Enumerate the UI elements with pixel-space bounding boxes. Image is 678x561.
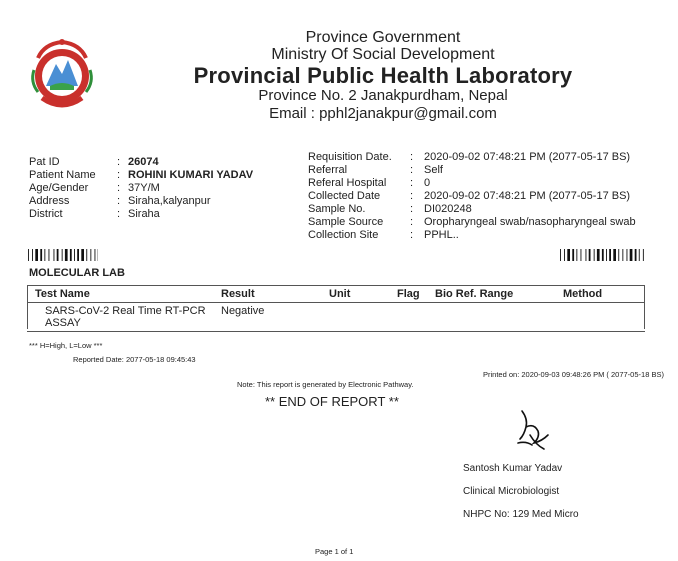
signatory-nhpc: NHPC No: 129 Med Micro [463, 509, 579, 520]
flag-legend: *** H=High, L=Low *** [29, 341, 103, 350]
colon: : [410, 203, 414, 215]
flag-cell [393, 303, 431, 332]
section-title: MOLECULAR LAB [29, 267, 125, 279]
colon: : [117, 156, 121, 168]
collected-date-value: 2020-09-02 07:48:21 PM (2077-05-17 BS) [424, 190, 631, 202]
age-gender-label: Age/Gender [29, 182, 89, 194]
barcode-right [560, 249, 645, 261]
header-email: Email : pphl2janakpur@gmail.com [269, 105, 497, 122]
colon: : [117, 182, 121, 194]
col-unit: Unit [325, 286, 393, 303]
sample-source-label: Sample Source [308, 216, 384, 228]
collected-date-label: Collected Date [308, 190, 381, 202]
referral-label: Referral [308, 164, 348, 176]
requisition-date-label: Requisition Date. [308, 151, 392, 163]
header-lab-name: Provincial Public Health Laboratory [193, 63, 573, 88]
colon: : [410, 164, 414, 176]
pat-id-value: 26074 [128, 156, 159, 168]
signatory-name: Santosh Kumar Yadav [463, 463, 563, 474]
signature-image [508, 405, 558, 453]
collection-site-value: PPHL.. [424, 229, 459, 241]
test-name-cell [27, 303, 217, 332]
col-method: Method [559, 286, 645, 303]
sample-no-value: DI020248 [424, 203, 472, 215]
colon: : [410, 177, 414, 189]
pat-id-label: Pat ID [29, 156, 60, 168]
col-flag: Flag [393, 286, 431, 303]
col-test-name: Test Name [27, 286, 217, 303]
test-name-line2: ASSAY [45, 317, 81, 329]
col-bio-ref-range: Bio Ref. Range [431, 286, 559, 303]
electronic-note: Note: This report is generated by Electronic Pathway. [237, 380, 414, 389]
district-value: Siraha [128, 208, 160, 220]
end-of-report: ** END OF REPORT ** [265, 394, 399, 409]
age-gender-value: 37Y/M [128, 182, 160, 194]
range-cell [431, 303, 559, 332]
patient-name-value: ROHINI KUMARI YADAV [128, 169, 254, 181]
collection-site-label: Collection Site [308, 229, 379, 241]
page-number: Page 1 of 1 [315, 547, 354, 556]
patient-name-label: Patient Name [29, 169, 96, 181]
result-cell: Negative [217, 303, 325, 332]
colon: : [410, 216, 414, 228]
referral-value: Self [424, 164, 443, 176]
header-province: Province Government [305, 29, 461, 46]
requisition-date-value: 2020-09-02 07:48:21 PM (2077-05-17 BS) [424, 151, 631, 163]
colon: : [410, 229, 414, 241]
reported-date: Reported Date: 2077-05-18 09:45:43 [73, 355, 196, 364]
header-address: Province No. 2 Janakpurdham, Nepal [258, 87, 508, 104]
table-row [27, 303, 645, 332]
sample-no-label: Sample No. [308, 203, 366, 215]
referal-hospital-label: Referal Hospital [308, 177, 387, 189]
results-table [27, 285, 645, 332]
colon: : [410, 151, 414, 163]
table-header-row [27, 286, 645, 303]
sample-source-value: Oropharyngeal swab/nasopharyngeal swab [424, 216, 636, 228]
address-value: Siraha,kalyanpur [128, 195, 211, 207]
unit-cell [325, 303, 393, 332]
referal-hospital-value: 0 [424, 177, 431, 189]
district-label: District [29, 208, 63, 220]
col-result: Result [217, 286, 325, 303]
colon: : [117, 169, 121, 181]
signatory-title: Clinical Microbiologist [463, 486, 560, 497]
test-name-line1: SARS-CoV-2 Real Time RT-PCR [45, 305, 206, 317]
printed-on: Printed on: 2020-09-03 09:48:26 PM ( 2077-05-18 BS) [483, 370, 664, 379]
colon: : [117, 195, 121, 207]
method-cell [559, 303, 645, 332]
colon: : [410, 190, 414, 202]
header-ministry: Ministry Of Social Development [271, 46, 495, 63]
colon: : [117, 208, 121, 220]
barcode-left [28, 249, 98, 261]
address-label: Address [29, 195, 70, 207]
